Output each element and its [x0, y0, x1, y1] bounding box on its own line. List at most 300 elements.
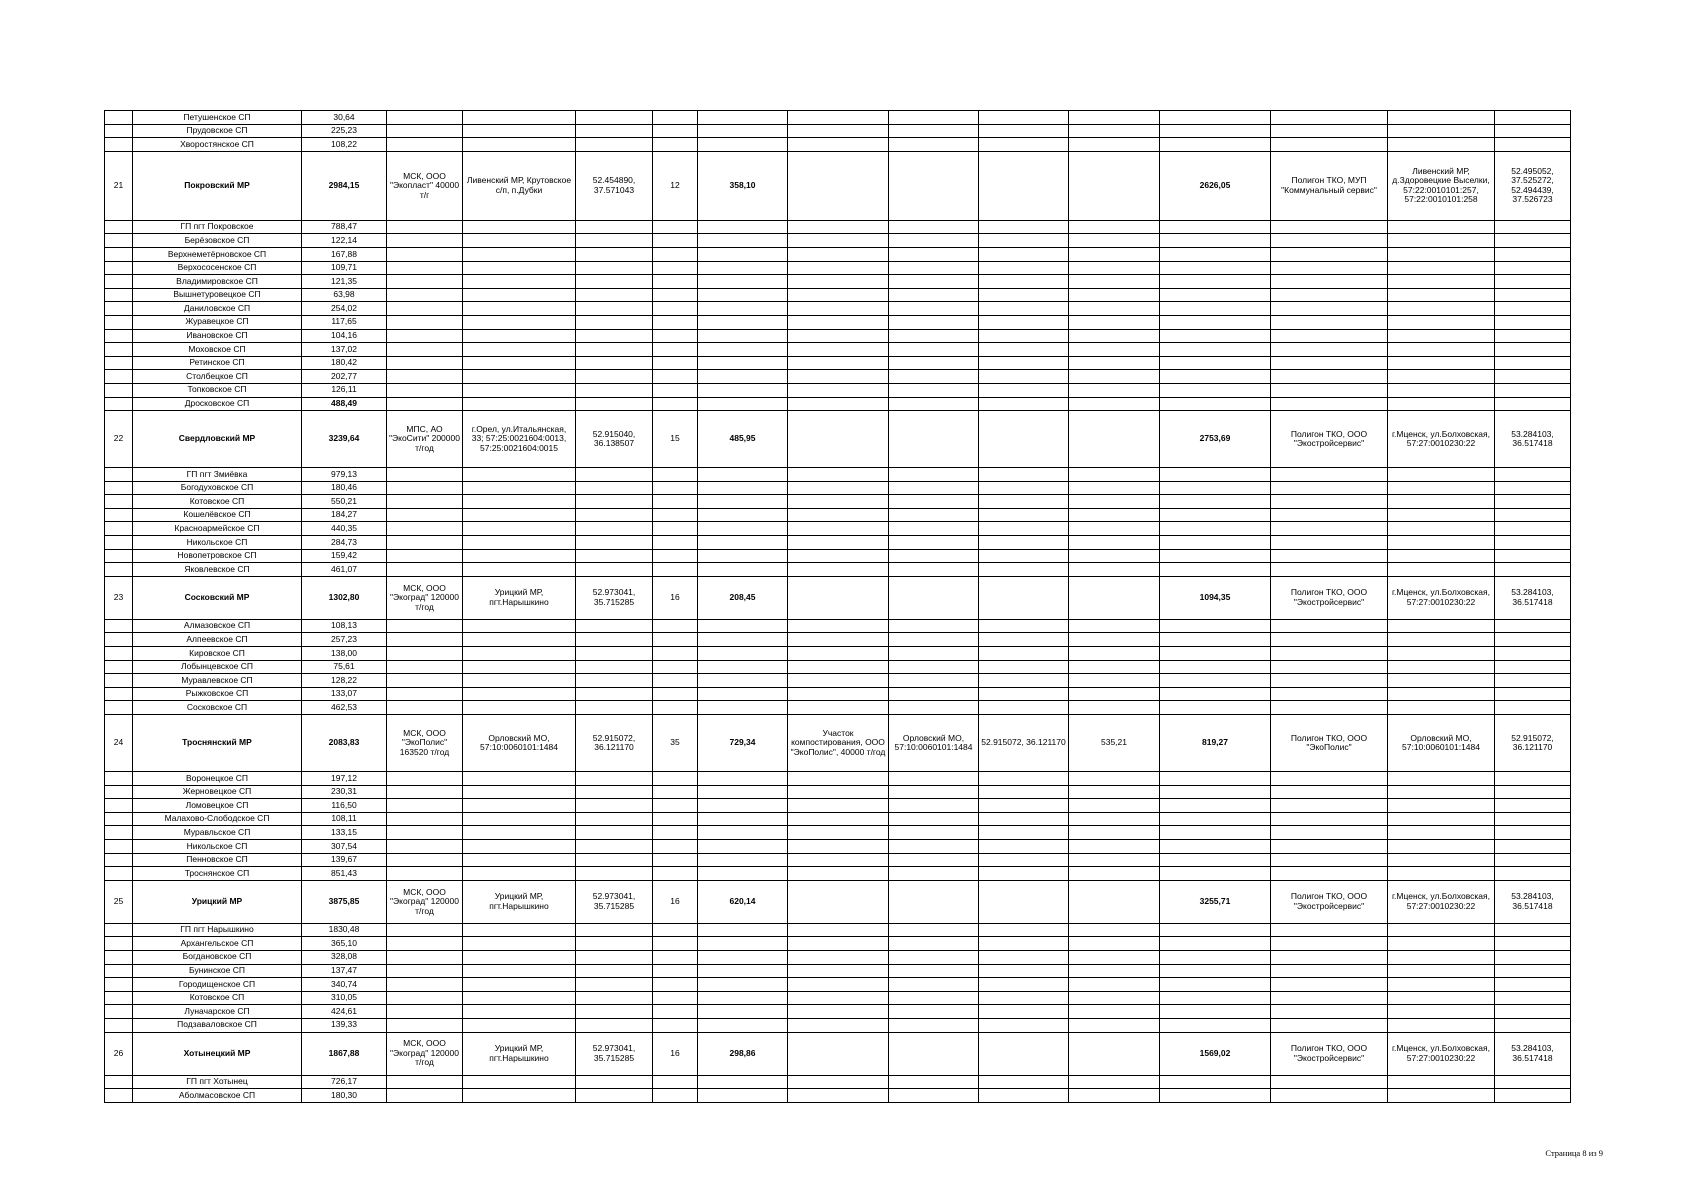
empty-cell [979, 536, 1069, 550]
empty-cell [889, 799, 979, 813]
empty-cell [1271, 508, 1388, 522]
empty-cell [1495, 234, 1571, 248]
settlement-name: Котовское СП [133, 495, 302, 509]
empty-cell [463, 950, 576, 964]
empty-cell [1160, 1018, 1271, 1032]
empty-cell [576, 867, 653, 881]
empty-cell [1271, 536, 1388, 550]
empty-cell [463, 220, 576, 234]
compost-volume: 535,21 [1069, 715, 1160, 772]
row-number: 24 [105, 715, 133, 772]
empty-cell [463, 633, 576, 647]
empty-cell [1160, 772, 1271, 786]
empty-cell [463, 978, 576, 992]
empty-cell [653, 383, 698, 397]
empty-cell [387, 370, 463, 384]
empty-cell [1271, 138, 1388, 152]
settlement-row [105, 660, 1571, 674]
settlement-name: Пенновское СП [133, 853, 302, 867]
empty-cell [698, 275, 788, 289]
empty-cell [979, 138, 1069, 152]
empty-cell [889, 785, 979, 799]
settlement-volume: 137,47 [302, 964, 387, 978]
compost-facility: Участок компостирования, ООО "ЭкоПолис", 40000 т/год [788, 715, 889, 772]
empty-cell [1388, 812, 1495, 826]
compost-address: Орловский МО, 57:10:0060101:1484 [889, 715, 979, 772]
empty-cell [387, 1018, 463, 1032]
empty-cell [1160, 370, 1271, 384]
sorted-volume: 485,95 [698, 411, 788, 468]
empty-cell [979, 315, 1069, 329]
empty-cell [1271, 937, 1388, 951]
settlement-name: Аболмасовское СП [133, 1089, 302, 1103]
row-number [105, 549, 133, 563]
row-number [105, 619, 133, 633]
empty-cell [698, 111, 788, 125]
empty-cell [387, 964, 463, 978]
empty-cell [387, 315, 463, 329]
empty-cell [788, 356, 889, 370]
empty-cell [1495, 937, 1571, 951]
empty-cell [1388, 315, 1495, 329]
empty-cell [979, 468, 1069, 482]
empty-cell [889, 329, 979, 343]
empty-cell [1271, 964, 1388, 978]
empty-cell [463, 343, 576, 357]
settlement-row [105, 772, 1571, 786]
row-number [105, 853, 133, 867]
empty-cell [576, 1005, 653, 1019]
settlement-name: Хворостянское СП [133, 138, 302, 152]
empty-cell [1271, 785, 1388, 799]
empty-cell [889, 812, 979, 826]
empty-cell [653, 853, 698, 867]
empty-cell [788, 701, 889, 715]
empty-cell [463, 647, 576, 661]
empty-cell [1271, 674, 1388, 688]
empty-cell [576, 329, 653, 343]
empty-cell [387, 288, 463, 302]
empty-cell [1388, 563, 1495, 577]
settlement-volume: 75,61 [302, 660, 387, 674]
empty-cell [1069, 839, 1160, 853]
settlement-row [105, 839, 1571, 853]
settlement-name: Кировское СП [133, 647, 302, 661]
empty-cell [979, 1005, 1069, 1019]
empty-cell [1160, 536, 1271, 550]
settlement-volume: 257,23 [302, 633, 387, 647]
compost-volume [1069, 880, 1160, 923]
empty-cell [1495, 1018, 1571, 1032]
empty-cell [698, 481, 788, 495]
empty-cell [979, 481, 1069, 495]
empty-cell [1160, 315, 1271, 329]
empty-cell [463, 261, 576, 275]
empty-cell [1069, 124, 1160, 138]
empty-cell [698, 315, 788, 329]
empty-cell [1495, 370, 1571, 384]
empty-cell [576, 1089, 653, 1103]
settlement-name: Столбецкое СП [133, 370, 302, 384]
empty-cell [653, 839, 698, 853]
settlement-row [105, 481, 1571, 495]
empty-cell [1160, 329, 1271, 343]
row-number [105, 261, 133, 275]
empty-cell [1160, 660, 1271, 674]
empty-cell [979, 370, 1069, 384]
settlement-row [105, 978, 1571, 992]
empty-cell [1495, 468, 1571, 482]
empty-cell [1495, 315, 1571, 329]
empty-cell [889, 356, 979, 370]
empty-cell [463, 799, 576, 813]
empty-cell [1160, 647, 1271, 661]
settlement-row [105, 785, 1571, 799]
empty-cell [1495, 950, 1571, 964]
row-number [105, 315, 133, 329]
empty-cell [1495, 633, 1571, 647]
empty-cell [463, 563, 576, 577]
empty-cell [788, 839, 889, 853]
empty-cell [889, 261, 979, 275]
empty-cell [1069, 275, 1160, 289]
empty-cell [1160, 701, 1271, 715]
empty-cell [1495, 343, 1571, 357]
empty-cell [889, 468, 979, 482]
empty-cell [653, 785, 698, 799]
empty-cell [698, 701, 788, 715]
empty-cell [889, 1018, 979, 1032]
empty-cell [1388, 785, 1495, 799]
empty-cell [653, 772, 698, 786]
empty-cell [387, 275, 463, 289]
settlement-row [105, 1018, 1571, 1032]
empty-cell [387, 867, 463, 881]
empty-cell [698, 468, 788, 482]
row-number [105, 481, 133, 495]
empty-cell [653, 261, 698, 275]
settlement-volume: 138,00 [302, 647, 387, 661]
empty-cell [1495, 687, 1571, 701]
empty-cell [1160, 619, 1271, 633]
settlement-name: Топковское СП [133, 383, 302, 397]
empty-cell [889, 383, 979, 397]
empty-cell [979, 220, 1069, 234]
empty-cell [979, 329, 1069, 343]
row-number [105, 138, 133, 152]
empty-cell [576, 563, 653, 577]
landfill-facility: Полигон ТКО, ООО "ЭкоПолис" [1271, 715, 1388, 772]
landfill-facility: Полигон ТКО, МУП "Коммунальный сервис" [1271, 151, 1388, 220]
empty-cell [1388, 619, 1495, 633]
row-number [105, 633, 133, 647]
empty-cell [1388, 397, 1495, 411]
settlement-row [105, 288, 1571, 302]
settlement-name: ГП пгт Нарышкино [133, 923, 302, 937]
empty-cell [1388, 549, 1495, 563]
empty-cell [1495, 619, 1571, 633]
empty-cell [1069, 687, 1160, 701]
empty-cell [653, 812, 698, 826]
empty-cell [1069, 549, 1160, 563]
empty-cell [788, 785, 889, 799]
settlement-row [105, 563, 1571, 577]
empty-cell [653, 315, 698, 329]
sorting-address: г.Орел, ул.Итальянская, 33; 57:25:0021604:0013, 57:25:0021604:0015 [463, 411, 576, 468]
empty-cell [1495, 660, 1571, 674]
sorting-coords: 52.973041, 35.715285 [576, 576, 653, 619]
empty-cell [1271, 799, 1388, 813]
empty-cell [979, 853, 1069, 867]
sorting-address: Урицкий МР, пгт.Нарышкино [463, 1032, 576, 1075]
empty-cell [653, 329, 698, 343]
compost-address [889, 151, 979, 220]
empty-cell [1271, 1075, 1388, 1089]
empty-cell [889, 495, 979, 509]
empty-cell [889, 674, 979, 688]
empty-cell [653, 937, 698, 951]
row-number [105, 536, 133, 550]
settlement-row [105, 397, 1571, 411]
empty-cell [576, 826, 653, 840]
empty-cell [1388, 124, 1495, 138]
settlement-name: ГП пгт Покровское [133, 220, 302, 234]
volume-value: 3875,85 [302, 880, 387, 923]
empty-cell [788, 978, 889, 992]
empty-cell [1495, 674, 1571, 688]
empty-cell [979, 701, 1069, 715]
empty-cell [1271, 772, 1388, 786]
landfill-volume: 1569,02 [1160, 1032, 1271, 1075]
empty-cell [1388, 923, 1495, 937]
settlement-name: Красноармейское СП [133, 522, 302, 536]
row-number [105, 495, 133, 509]
empty-cell [889, 867, 979, 881]
empty-cell [889, 302, 979, 316]
empty-cell [576, 247, 653, 261]
empty-cell [1160, 261, 1271, 275]
row-number [105, 812, 133, 826]
empty-cell [1069, 1018, 1160, 1032]
empty-cell [463, 772, 576, 786]
empty-cell [889, 1089, 979, 1103]
empty-cell [979, 563, 1069, 577]
empty-cell [1160, 1005, 1271, 1019]
settlement-name: Владимировское СП [133, 275, 302, 289]
empty-cell [979, 522, 1069, 536]
empty-cell [889, 772, 979, 786]
empty-cell [463, 522, 576, 536]
settlement-name: Городищенское СП [133, 978, 302, 992]
empty-cell [387, 633, 463, 647]
empty-cell [463, 812, 576, 826]
landfill-coords: 52.495052, 37.525272, 52.494439, 37.526723 [1495, 151, 1571, 220]
empty-cell [1495, 1075, 1571, 1089]
empty-cell [387, 1005, 463, 1019]
empty-cell [788, 799, 889, 813]
settlement-name: Архангельское СП [133, 937, 302, 951]
empty-cell [979, 247, 1069, 261]
empty-cell [576, 660, 653, 674]
empty-cell [653, 674, 698, 688]
settlement-name: Даниловское СП [133, 302, 302, 316]
empty-cell [653, 508, 698, 522]
sorting-facility: МПС, АО "ЭкоСити" 200000 т/год [387, 411, 463, 468]
empty-cell [463, 495, 576, 509]
empty-cell [889, 111, 979, 125]
empty-cell [889, 563, 979, 577]
sorting-coords: 52.454890, 37.571043 [576, 151, 653, 220]
sorted-volume: 298,86 [698, 1032, 788, 1075]
row-number [105, 799, 133, 813]
compost-coords [979, 576, 1069, 619]
empty-cell [463, 288, 576, 302]
row-number [105, 111, 133, 125]
settlement-row [105, 495, 1571, 509]
empty-cell [1271, 826, 1388, 840]
empty-cell [698, 124, 788, 138]
empty-cell [698, 495, 788, 509]
empty-cell [1271, 370, 1388, 384]
empty-cell [979, 991, 1069, 1005]
empty-cell [1495, 356, 1571, 370]
sorting-facility: МСК, ООО "Экопласт" 40000 т/г [387, 151, 463, 220]
empty-cell [1388, 978, 1495, 992]
empty-cell [1388, 1018, 1495, 1032]
empty-cell [788, 329, 889, 343]
empty-cell [788, 522, 889, 536]
empty-cell [387, 950, 463, 964]
empty-cell [979, 772, 1069, 786]
empty-cell [698, 1075, 788, 1089]
empty-cell [463, 302, 576, 316]
row-number [105, 234, 133, 248]
empty-cell [1271, 288, 1388, 302]
empty-cell [653, 356, 698, 370]
empty-cell [1069, 812, 1160, 826]
empty-cell [387, 701, 463, 715]
empty-cell [463, 660, 576, 674]
settlement-name: Никольское СП [133, 839, 302, 853]
settlement-volume: 63,98 [302, 288, 387, 302]
row-number [105, 937, 133, 951]
empty-cell [1069, 619, 1160, 633]
empty-cell [979, 275, 1069, 289]
empty-cell [1160, 495, 1271, 509]
settlement-name: Моховское СП [133, 343, 302, 357]
empty-cell [576, 619, 653, 633]
settlement-row [105, 799, 1571, 813]
settlement-row [105, 1005, 1571, 1019]
empty-cell [463, 508, 576, 522]
empty-cell [1495, 647, 1571, 661]
empty-cell [979, 495, 1069, 509]
row-number: 22 [105, 411, 133, 468]
settlement-row [105, 687, 1571, 701]
empty-cell [1271, 495, 1388, 509]
settlement-volume: 139,33 [302, 1018, 387, 1032]
empty-cell [1160, 853, 1271, 867]
empty-cell [387, 660, 463, 674]
empty-cell [1388, 343, 1495, 357]
district-row [105, 411, 1571, 468]
row-number [105, 1075, 133, 1089]
empty-cell [1069, 563, 1160, 577]
empty-cell [1271, 275, 1388, 289]
empty-cell [1160, 124, 1271, 138]
settlement-name: Журавецкое СП [133, 315, 302, 329]
empty-cell [889, 853, 979, 867]
empty-cell [1160, 522, 1271, 536]
empty-cell [1160, 397, 1271, 411]
empty-cell [1388, 1005, 1495, 1019]
empty-cell [698, 978, 788, 992]
empty-cell [1069, 826, 1160, 840]
empty-cell [1388, 660, 1495, 674]
settlement-volume: 225,23 [302, 124, 387, 138]
empty-cell [788, 853, 889, 867]
empty-cell [979, 867, 1069, 881]
empty-cell [788, 549, 889, 563]
settlement-volume: 167,88 [302, 247, 387, 261]
empty-cell [576, 1018, 653, 1032]
empty-cell [788, 950, 889, 964]
sorting-coords: 52.973041, 35.715285 [576, 1032, 653, 1075]
settlement-row [105, 701, 1571, 715]
empty-cell [1388, 508, 1495, 522]
empty-cell [1069, 302, 1160, 316]
sorting-address: Ливенский МР, Крутовское с/п, п.Дубки [463, 151, 576, 220]
empty-cell [463, 674, 576, 688]
empty-cell [576, 522, 653, 536]
empty-cell [698, 247, 788, 261]
landfill-facility: Полигон ТКО, ООО "Экостройсервис" [1271, 411, 1388, 468]
row-number: 23 [105, 576, 133, 619]
empty-cell [889, 397, 979, 411]
empty-cell [788, 772, 889, 786]
empty-cell [463, 839, 576, 853]
settlement-row [105, 619, 1571, 633]
settlement-name: Воронецкое СП [133, 772, 302, 786]
empty-cell [698, 536, 788, 550]
empty-cell [653, 950, 698, 964]
empty-cell [979, 383, 1069, 397]
empty-cell [576, 111, 653, 125]
empty-cell [1069, 647, 1160, 661]
empty-cell [1388, 275, 1495, 289]
empty-cell [1495, 563, 1571, 577]
empty-cell [1495, 923, 1571, 937]
empty-cell [979, 950, 1069, 964]
settlement-row [105, 343, 1571, 357]
empty-cell [788, 397, 889, 411]
empty-cell [1160, 138, 1271, 152]
district-name: Хотынецкий МР [133, 1032, 302, 1075]
row-number [105, 950, 133, 964]
empty-cell [698, 826, 788, 840]
empty-cell [698, 302, 788, 316]
empty-cell [1388, 329, 1495, 343]
empty-cell [653, 563, 698, 577]
empty-cell [1069, 234, 1160, 248]
empty-cell [889, 522, 979, 536]
empty-cell [1069, 111, 1160, 125]
empty-cell [889, 923, 979, 937]
settlement-volume: 184,27 [302, 508, 387, 522]
empty-cell [979, 687, 1069, 701]
distance-value: 16 [653, 880, 698, 923]
empty-cell [1160, 247, 1271, 261]
